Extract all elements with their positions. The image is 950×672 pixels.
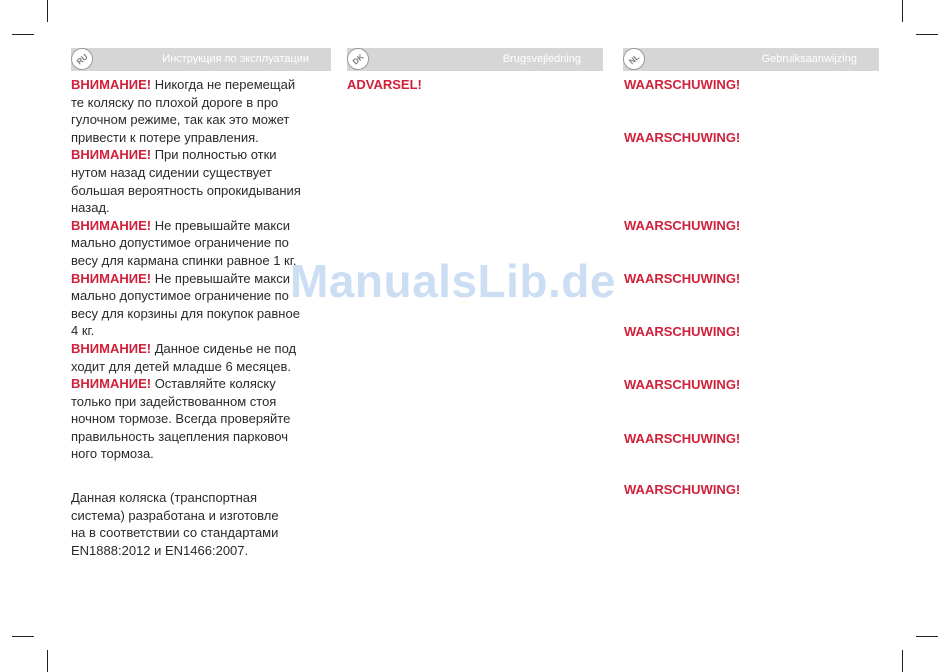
warning-label: WAARSCHUWING! [624,482,741,497]
warning-text: ного тормоза. [71,446,154,462]
warning-text: 4 кг. [71,323,95,339]
warning-label: WAARSCHUWING! [624,377,741,392]
language-badge: RU [67,44,98,75]
warning-text: правильность зацепления парковоч [71,428,288,444]
warning-paragraph [71,76,333,146]
warning-text: те коляску по плохой дороге в про [71,94,279,110]
standards-text: на в соответствии со стандартами [71,525,279,541]
warning-text: назад. [71,200,110,216]
crop-mark [47,0,48,22]
warning-text: только при задействованном стоя [71,393,277,409]
warning-text: Не превышайте макси [151,270,291,286]
language-badge: DK [343,44,374,75]
crop-mark [902,0,903,22]
warning-paragraph [71,375,333,463]
warning-text: ночном тормозе. Всегда проверяйте [71,411,291,427]
warning-label: WAARSCHUWING! [624,77,741,92]
warning-text: При полностью отки [151,147,277,163]
warning-text: мально допустимое ограничение по [71,235,289,251]
warning-label: ВНИМАНИЕ! [71,340,152,356]
crop-mark [916,34,938,35]
warning-label: ВНИМАНИЕ! [71,217,152,233]
language-badge: NL [619,44,650,75]
standards-text: Данная коляска (транспортная [71,490,258,505]
warning-label: ВНИМАНИЕ! [71,77,152,92]
warning-label: WAARSCHUWING! [624,130,741,145]
column-header-dk [347,48,603,71]
warning-label: WAARSCHUWING! [624,431,741,446]
warning-text: весу для корзины для покупок равное [71,305,300,321]
standards-text: EN1888:2012 и EN1466:2007. [71,542,249,558]
warning-text: Никогда не перемещай [151,77,296,92]
standards-text: система) разработана и изготовле [71,507,279,523]
column-header-title: Gebruiksaanwijzing [761,53,857,65]
warning-text: Данное сиденье не под [151,340,297,356]
dk-column [347,76,603,94]
warning-label: WAARSCHUWING! [624,271,741,286]
warning-paragraph [71,340,333,375]
ru-standards-paragraph [71,489,333,559]
warning-label: WAARSCHUWING! [624,324,741,339]
crop-mark [12,34,34,35]
warning-text: Не превышайте макси [151,217,291,233]
column-header-title: Инструкция по эксплуатации [162,53,309,65]
warning-text: мально допустимое ограничение по [71,288,289,304]
warning-label: ВНИМАНИЕ! [71,147,152,163]
crop-mark [902,650,903,672]
warning-label: ADVARSEL! [347,77,422,92]
warning-text: нутом назад сидении существует [71,164,272,180]
watermark: ManualsLib.de [290,255,616,307]
warning-label: WAARSCHUWING! [624,218,741,233]
column-header-ru [71,48,331,71]
crop-mark [47,650,48,672]
warning-text: Оставляйте коляску [151,376,276,392]
warning-label: ВНИМАНИЕ! [71,270,152,286]
column-header-title: Brugsvejledning [502,53,581,65]
warning-text: весу для кармана спинки равное 1 кг. [71,252,297,268]
warning-text: гулочном режиме, так как это может [71,112,290,128]
warning-text: большая вероятность опрокидывания [71,182,301,198]
warning-paragraph [71,146,333,216]
crop-mark [916,636,938,637]
warning-text: ходит для детей младше 6 месяцев. [71,358,292,374]
column-header-nl [623,48,879,71]
warning-text: привести к потере управления. [71,129,259,145]
warning-label: ВНИМАНИЕ! [71,376,152,392]
crop-mark [12,636,34,637]
